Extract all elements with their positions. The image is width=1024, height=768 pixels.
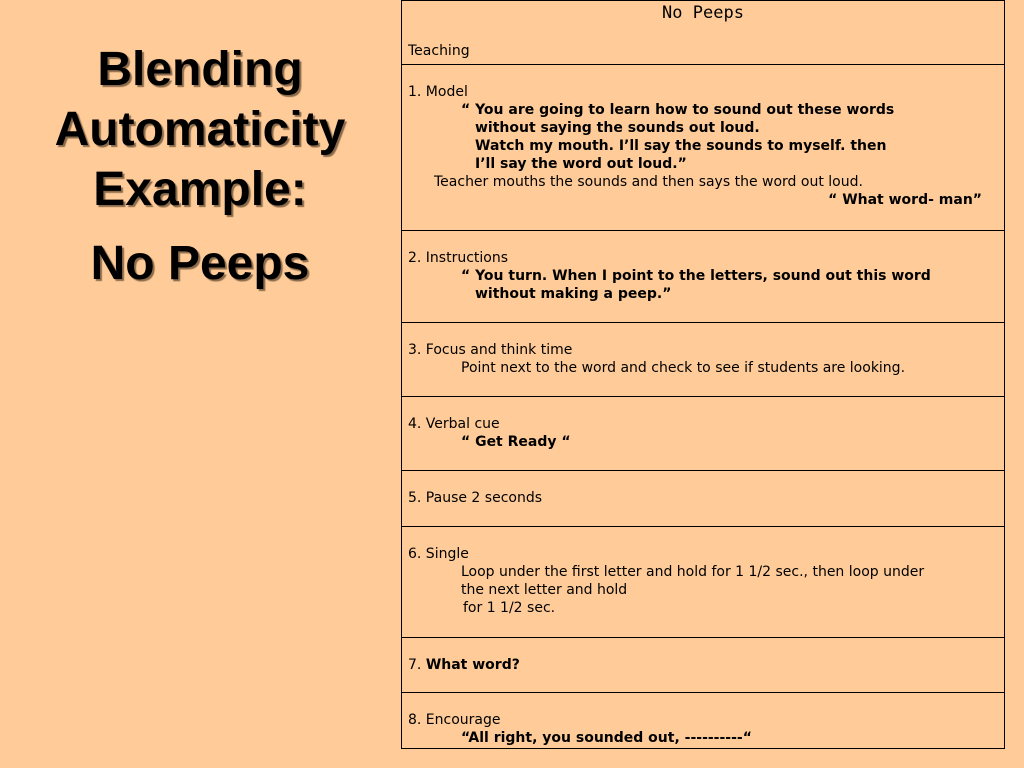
step-text-line: the next letter and hold — [461, 582, 628, 598]
table-header-cell — [402, 1, 1005, 65]
step-quote-line: I’ll say the word out loud.” — [475, 156, 687, 172]
table-row-focus — [402, 323, 1005, 397]
step-text: Point next to the word and check to see if students are looking. — [461, 360, 906, 376]
table-row-what-word — [402, 638, 1005, 693]
table-row-encourage — [402, 693, 1005, 749]
step-label: 3. Focus and think time — [408, 342, 573, 358]
step-quote-line: “ You are going to learn how to sound out these words — [461, 102, 895, 118]
table-header-title: No Peeps — [662, 3, 744, 23]
step-label: 6. Single — [408, 546, 469, 562]
step-text-line: Loop under the first letter and hold for 1 1/2 sec., then loop under — [461, 564, 925, 580]
step-quote-line: without saying the sounds out loud. — [475, 120, 760, 136]
step-label: 2. Instructions — [408, 250, 509, 266]
table-row-pause — [402, 471, 1005, 527]
step-label: 8. Encourage — [408, 712, 501, 728]
step-quote-line: Watch my mouth. I’ll say the sounds to myself. then — [475, 138, 887, 154]
table-row-single — [402, 527, 1005, 638]
steps-table — [401, 0, 1005, 749]
step-text: What word? — [425, 657, 520, 673]
step-text: “All right, you sounded out, ----------“ — [461, 730, 752, 746]
step-teacher-note: Teacher mouths the sounds and then says the word out loud. — [434, 174, 863, 190]
title-line: Example: — [93, 163, 307, 216]
table-header-sub: Teaching — [408, 43, 470, 59]
slide-title — [0, 40, 400, 294]
step-text-line: for 1 1/2 sec. — [463, 600, 556, 616]
title-line: Blending — [97, 43, 303, 96]
table-row-model — [402, 65, 1005, 231]
table-row-cue — [402, 397, 1005, 471]
step-label: 1. Model — [408, 84, 468, 100]
table-row-instructions — [402, 231, 1005, 323]
step-label: 5. Pause 2 seconds — [408, 490, 543, 506]
title-line: Automaticity — [54, 103, 346, 156]
table-header-row — [402, 1, 1005, 65]
step-text: “ Get Ready “ — [461, 434, 571, 450]
step-number: 7. — [408, 657, 422, 673]
step-quote-line: without making a peep.” — [475, 286, 672, 302]
step-label: 4. Verbal cue — [408, 416, 500, 432]
step-quote-line: “ You turn. When I point to the letters, sound out this word — [461, 268, 931, 284]
slide-subtitle: No Peeps — [90, 237, 310, 290]
step-what-word: “ What word- man” — [828, 192, 982, 208]
